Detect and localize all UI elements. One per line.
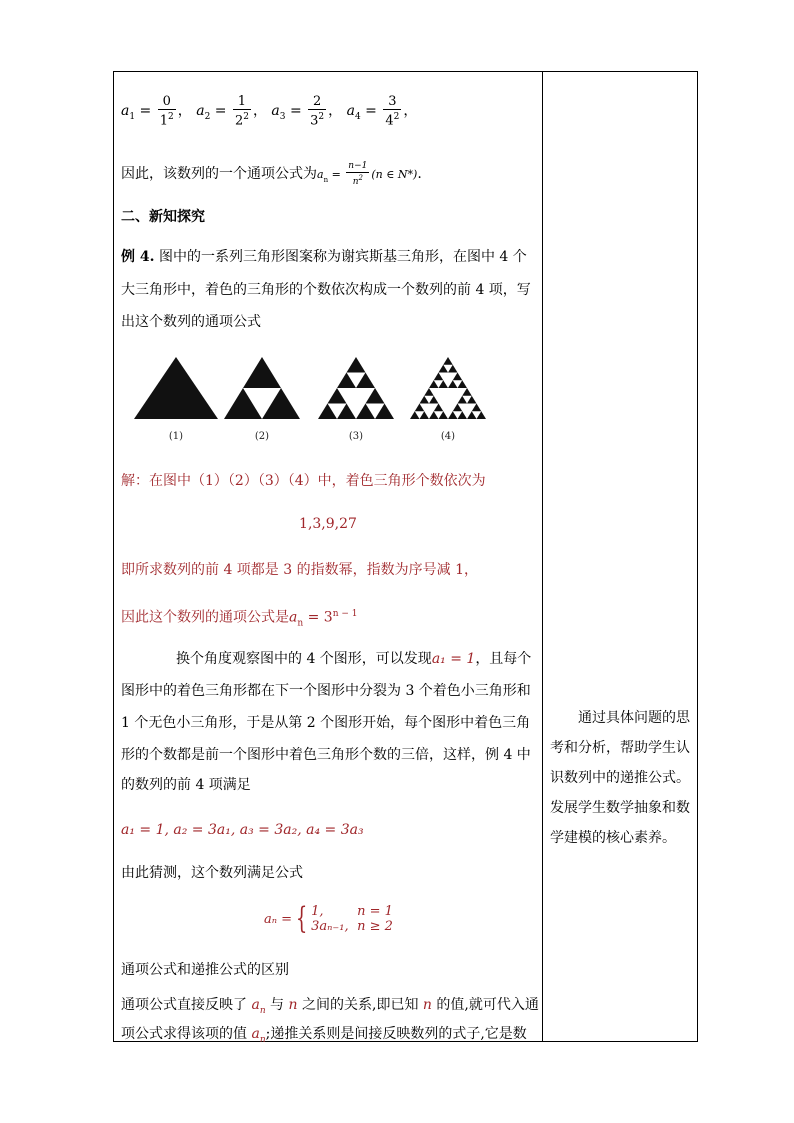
triangle-1 [134, 357, 218, 419]
piecewise-cases [311, 904, 393, 934]
case-1-cond: n = 1 [357, 904, 393, 919]
solution-line-4-prefix: 因此这个数列的通项公式是 [121, 609, 289, 626]
difference-an-symbol: a [251, 997, 260, 1013]
a1-subscript: 1 [129, 111, 136, 122]
note-line-3: 识数列中的递推公式。 [550, 770, 690, 786]
difference-title: 通项公式和递推公式的区别 [121, 962, 289, 978]
paragraph-line-5: 的数列的前 4 项满足 [121, 777, 251, 793]
note-line-1: 通过具体问题的思 [578, 710, 690, 726]
general-formula-domain: (n ∈ N*) [371, 168, 418, 181]
general-formula-line: 因此，该数列的一个通项公式为$a_n$ = $\frac{n-1}{n^2}$ (n ∈ N*). [121, 160, 422, 187]
general-formula-den-base: n [352, 176, 359, 187]
note-line-2: 考和分析，帮助学生认 [550, 740, 690, 756]
a2-numerator: 1 [237, 94, 247, 109]
a2-subscript: 2 [204, 111, 211, 122]
general-formula-prefix: 因此，该数列的一个通项公式为 [121, 166, 317, 182]
a2-den-base: 2 [234, 113, 244, 129]
piecewise-formula [264, 901, 393, 936]
column-divider [542, 72, 543, 1041]
solution-formula-base: a [289, 609, 298, 626]
a2-denominator [233, 109, 251, 128]
example-label: 例 4. [121, 249, 155, 265]
example-line-1 [121, 247, 527, 267]
a1-den-exp: 2 [168, 112, 174, 122]
section-title: 二、新知探究 [121, 209, 205, 225]
a4-subscript: 4 [354, 111, 361, 122]
triangle-2 [224, 357, 300, 419]
paragraph-line-1-prefix: 换个角度观察图中的 4 个图形，可以发现 [176, 651, 432, 667]
solution-sequence: 1,3,9,27 [299, 516, 357, 532]
general-formula-numerator: n−1 [348, 160, 368, 171]
caption-1: (1) [168, 431, 184, 442]
difference-line-2-a: 项公式求得该项的值 [121, 1026, 252, 1042]
difference-line-1-d: 的值,就可代入通 [431, 997, 539, 1013]
a2-symbol: a [196, 103, 205, 120]
general-formula-denominator [346, 172, 369, 188]
an-subscript: n [323, 175, 329, 184]
example-text-1: 图中的一系列三角形图案称为谢宾斯基三角形，在图中 4 个 [158, 249, 527, 265]
separator: ， [328, 103, 343, 120]
caption-3: (3) [348, 431, 364, 442]
piecewise-case-1 [311, 904, 393, 919]
difference-line-1-b: 与 [265, 997, 289, 1013]
difference-an-symbol-2: a [251, 1026, 260, 1042]
a2-den-exp: 2 [243, 112, 249, 122]
separator: ， [177, 103, 192, 120]
sierpinski-figure [128, 355, 508, 445]
piecewise-brace: { [295, 901, 308, 936]
piecewise-lhs: aₙ = [264, 912, 293, 927]
lesson-table [113, 71, 698, 1045]
difference-an-sub-2: n [259, 1034, 266, 1045]
a4-den-base: 4 [385, 113, 394, 129]
paragraph-line-4: 形的个数都是前一个图形中着色三角形个数的三倍，这样，例 4 中 [121, 747, 531, 763]
separator: ， [403, 103, 418, 120]
difference-an-sub: n [259, 1005, 266, 1016]
a2-fraction [233, 94, 251, 128]
a3-denominator [308, 109, 326, 128]
solution-line-1: 解：在图中（1）（2）（3）（4）中，着色三角形个数依次为 [121, 473, 486, 489]
solution-line-3: 即所求数列的前 4 项都是 3 的指数幂，指数为序号减 1， [121, 562, 478, 578]
a4-den-exp: 2 [393, 112, 400, 122]
difference-n-symbol: n [288, 997, 298, 1013]
a4-fraction [383, 94, 401, 128]
recurrence-relations: a₁ = 1, a₂ = 3a₁, a₃ = 3a₂, a₄ = 3a₃ [121, 822, 364, 838]
paragraph-line-3: 1 个无色小三角形，于是从第 2 个图形开始，每个图形中着色三角 [121, 715, 531, 731]
paragraph-line-1-formula: a₁ = 1 [431, 651, 476, 667]
case-2-cond: n ≥ 2 [357, 919, 393, 934]
caption-4: (4) [440, 431, 456, 442]
solution-formula-sub: n [297, 618, 304, 629]
difference-line-1 [121, 995, 539, 1021]
a1-numerator: 0 [162, 94, 171, 109]
a1-symbol: a [121, 103, 130, 120]
a1-den-base: 1 [159, 113, 169, 129]
caption-2: (2) [254, 431, 270, 442]
piecewise-case-2 [311, 919, 393, 934]
example-line-2: 大三角形中，着色的三角形的个数依次构成一个数列的前 4 项，写 [121, 282, 531, 298]
an-symbol: a [317, 168, 324, 181]
difference-line-1-c: 之间的关系,即已知 [297, 997, 423, 1013]
teaching-note [550, 703, 694, 853]
general-formula-den-exp: 2 [358, 173, 363, 182]
solution-formula-sup: n − 1 [332, 609, 358, 619]
paragraph-line-2: 图形中的着色三角形都在下一个图形中分裂为 3 个着色小三角形和 [121, 683, 531, 699]
triangle-1-shape [134, 357, 218, 419]
paragraph-line-1 [176, 649, 531, 669]
general-formula-suffix: . [417, 166, 422, 182]
case-1-expr: 1, [311, 904, 324, 919]
note-line-4: 发展学生数学抽象和数 [550, 800, 690, 816]
note-line-5: 学建模的核心素养。 [550, 830, 676, 846]
triangle-3 [318, 357, 394, 419]
difference-line-2 [121, 1024, 527, 1050]
sequence-terms-line: $a_1$ = $\frac{0}{1^2}$ ， $a_2$ = $\frac{1}{2^2}$ ， $a_3$ = $\frac{2}{3^2}$ ， $a_4$ = $\frac{3}{4^2}$ ， [121, 94, 418, 129]
difference-line-2-b: ;递推关系则是间接反映数列的式子,它是数 [265, 1026, 527, 1042]
solution-line-4 [121, 604, 358, 633]
a3-symbol: a [271, 103, 280, 120]
difference-n-symbol-2: n [422, 997, 432, 1013]
solution-formula-rhs: = 3 [303, 609, 333, 626]
general-formula-fraction [346, 161, 369, 188]
a3-fraction [308, 94, 326, 128]
guess-line: 由此猜测，这个数列满足公式 [121, 865, 303, 881]
a3-subscript: 3 [279, 111, 286, 122]
a1-fraction [158, 94, 176, 128]
a4-denominator [383, 109, 401, 128]
a3-den-exp: 2 [318, 112, 325, 122]
separator: ， [252, 103, 267, 120]
a4-symbol: a [346, 103, 355, 120]
a4-numerator: 3 [388, 94, 397, 109]
difference-line-1-a: 通项公式直接反映了 [121, 997, 252, 1013]
triangle-4 [410, 357, 486, 419]
example-line-3: 出这个数列的通项公式 [121, 314, 261, 330]
case-2-expr: 3aₙ₋₁, [311, 919, 349, 934]
paragraph-line-1-suffix: ，且每个 [475, 651, 532, 667]
a1-denominator [158, 109, 176, 128]
a3-den-base: 3 [310, 113, 319, 129]
a3-numerator: 2 [313, 94, 322, 109]
